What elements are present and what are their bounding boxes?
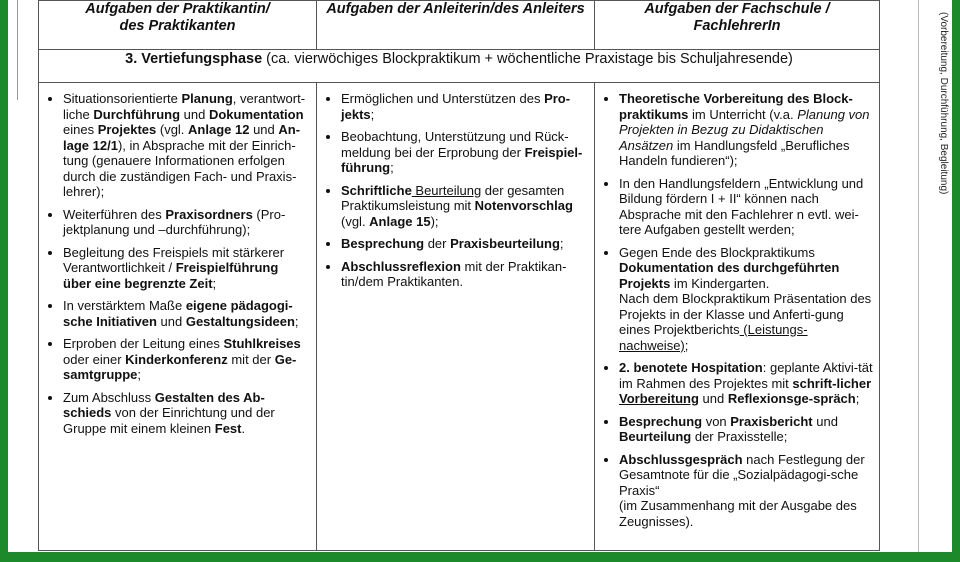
phase-title: 3. Vertiefungsphase (ca. vierwöchiges Blockpraktikum + wöchentliche Praxistage bis Schuljahresende) — [39, 50, 880, 83]
header-mentor: Aufgaben der Anleiterin/des Anleiters — [317, 1, 595, 50]
list-item: • Abschlussgespräch nach Festlegung der Gesamtnote für die „Sozialpädagogi-sche Praxis“ (im Zusammenhang mit der Ausgabe des Zeugnisses). — [619, 452, 873, 530]
list-item: • Zum Abschluss Gestalten des Ab-schieds von der Einrichtung und der Gruppe mit einem kleinen Fest. — [63, 390, 310, 437]
trainee-tasks — [39, 83, 317, 551]
list-item: • Beobachtung, Unterstützung und Rück-meldung bei der Erprobung der Freispiel-führung; — [341, 129, 588, 176]
document-page — [8, 0, 952, 552]
list-item: • Erproben der Leitung eines Stuhlkreises oder einer Kinderkonferenz mit der Ge-samtgruppe; — [63, 336, 310, 383]
list-item: • Besprechung der Praxisbeurteilung; — [341, 236, 588, 252]
list-item: • Abschlussreflexion mit der Praktikan-tin/dem Praktikanten. — [341, 259, 588, 290]
left-margin-rule — [17, 0, 18, 100]
task-table — [38, 0, 880, 551]
mentor-tasks — [317, 83, 595, 551]
list-item: • In den Handlungsfeldern „Entwicklung und Bildung fördern I + II“ können nach Absprache mit den Fachlehrer n evtl. wei-tere Aufgaben gestellt werden; — [619, 176, 873, 238]
list-item: • Begleitung des Freispiels mit stärkerer Verantwortlichkeit / Freispielführung über eine begrenzte Zeit; — [63, 245, 310, 292]
side-note: (Vorbereitung, Durchführung, Begleitung) — [938, 12, 949, 195]
list-item: • Gegen Ende des Blockpraktikums Dokumentation des durchgeführten Projekts im Kindergarten. Nach dem Blockpraktikum Präsentation des Projekts in der Klasse und Anferti-gung eines Projektberichts (Leistungs-nachweise); — [619, 245, 873, 354]
list-item: • In verstärktem Maße eigene pädagogi-sche Initiativen und Gestaltungsideen; — [63, 298, 310, 329]
header-school: Aufgaben der Fachschule / FachlehrerIn — [595, 1, 880, 50]
list-item: • Ermöglichen und Unterstützen des Pro-jekts; — [341, 91, 588, 122]
list-item: • Situationsorientierte Planung, verantwort-liche Durchführung und Dokumentation eines Projektes (vgl. Anlage 12 und An-lage 12/1), in Absprache mit der Einrich-tung (genauere Informationen erfolgen durch die zuständigen Fach- und Praxis-lehrer); — [63, 91, 310, 200]
content-row — [39, 83, 880, 551]
list-item: • Theoretische Vorbereitung des Block-praktikums im Unterricht (v.a. Planung von Projekten in Bezug zu Didaktischen Ansätzen im Handlungsfeld „Berufliches Handeln fundieren“); — [619, 91, 873, 169]
right-margin-rule — [918, 0, 919, 552]
list-item: • Besprechung von Praxisbericht und Beurteilung der Praxisstelle; — [619, 414, 873, 445]
header-trainee: Aufgaben der Praktikantin/ des Praktikanten — [39, 1, 317, 50]
school-tasks — [595, 83, 880, 551]
list-item: • 2. benotete Hospitation: geplante Aktivi-tät im Rahmen des Projektes mit schrift-licher Vorbereitung und Reflexionsge-spräch; — [619, 360, 873, 407]
phase-row — [39, 50, 880, 83]
header-row — [39, 1, 880, 50]
list-item: • Schriftliche Beurteilung der gesamten Praktikumsleistung mit Notenvorschlag (vgl. Anlage 15); — [341, 183, 588, 230]
list-item: • Weiterführen des Praxisordners (Pro-jektplanung und –durchführung); — [63, 207, 310, 238]
